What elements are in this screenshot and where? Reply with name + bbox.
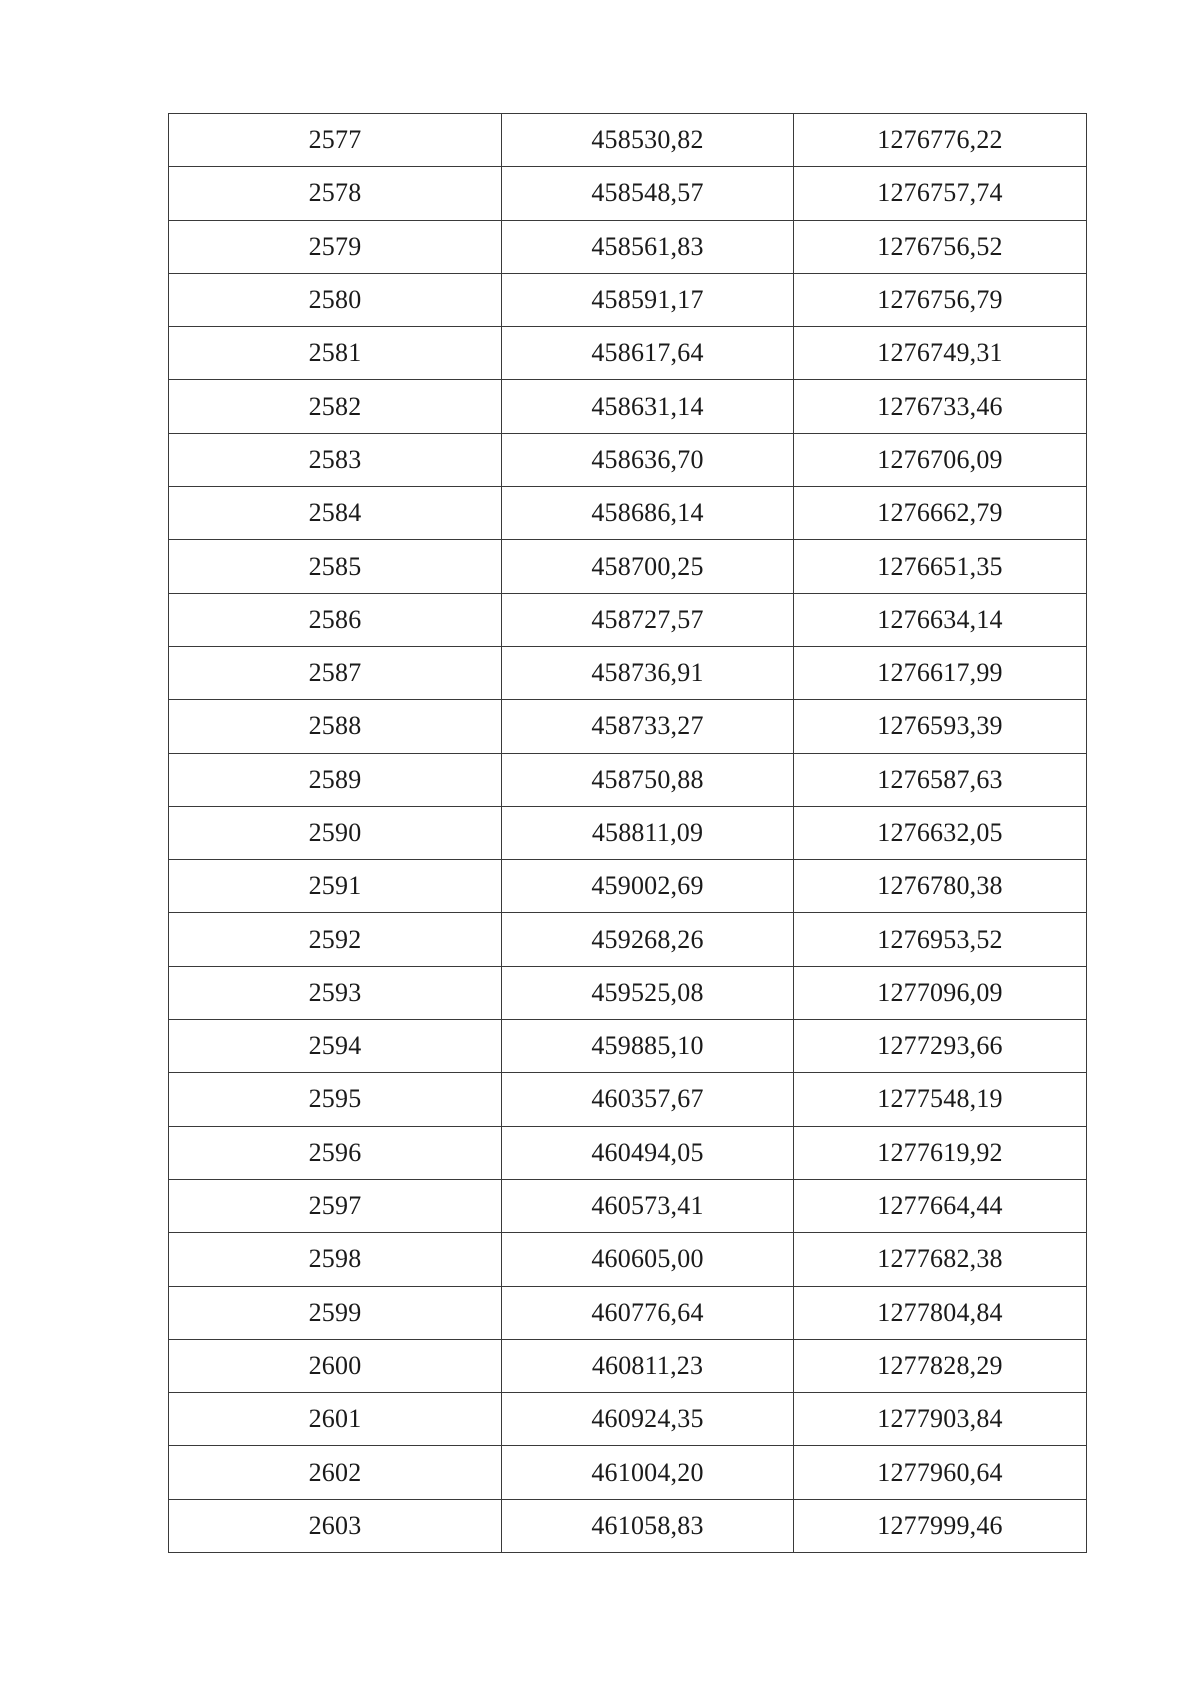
x-coordinate-cell: 458736,91 <box>502 646 794 699</box>
point-number-cell: 2577 <box>169 114 502 167</box>
y-coordinate-cell: 1277096,09 <box>794 966 1087 1019</box>
point-number-cell: 2591 <box>169 860 502 913</box>
table-row <box>169 1339 1087 1392</box>
point-number-cell: 2582 <box>169 380 502 433</box>
table-row <box>169 114 1087 167</box>
x-coordinate-cell: 458686,14 <box>502 487 794 540</box>
y-coordinate-cell: 1276749,31 <box>794 327 1087 380</box>
y-coordinate-cell: 1277828,29 <box>794 1339 1087 1392</box>
y-coordinate-cell: 1277682,38 <box>794 1233 1087 1286</box>
x-coordinate-cell: 458727,57 <box>502 593 794 646</box>
point-number-cell: 2586 <box>169 593 502 646</box>
table-row <box>169 1499 1087 1552</box>
point-number-cell: 2599 <box>169 1286 502 1339</box>
table-row <box>169 1446 1087 1499</box>
table-row <box>169 753 1087 806</box>
y-coordinate-cell: 1276733,46 <box>794 380 1087 433</box>
y-coordinate-cell: 1277804,84 <box>794 1286 1087 1339</box>
point-number-cell: 2598 <box>169 1233 502 1286</box>
x-coordinate-cell: 458811,09 <box>502 806 794 859</box>
table-row <box>169 433 1087 486</box>
table-row <box>169 806 1087 859</box>
y-coordinate-cell: 1276593,39 <box>794 700 1087 753</box>
x-coordinate-cell: 459268,26 <box>502 913 794 966</box>
x-coordinate-cell: 460357,67 <box>502 1073 794 1126</box>
point-number-cell: 2595 <box>169 1073 502 1126</box>
point-number-cell: 2601 <box>169 1393 502 1446</box>
coordinates-table-body <box>169 114 1087 1553</box>
x-coordinate-cell: 458631,14 <box>502 380 794 433</box>
y-coordinate-cell: 1277960,64 <box>794 1446 1087 1499</box>
y-coordinate-cell: 1277664,44 <box>794 1179 1087 1232</box>
point-number-cell: 2588 <box>169 700 502 753</box>
x-coordinate-cell: 458530,82 <box>502 114 794 167</box>
y-coordinate-cell: 1276634,14 <box>794 593 1087 646</box>
x-coordinate-cell: 460776,64 <box>502 1286 794 1339</box>
x-coordinate-cell: 459525,08 <box>502 966 794 1019</box>
point-number-cell: 2580 <box>169 273 502 326</box>
y-coordinate-cell: 1277999,46 <box>794 1499 1087 1552</box>
x-coordinate-cell: 458636,70 <box>502 433 794 486</box>
y-coordinate-cell: 1276617,99 <box>794 646 1087 699</box>
x-coordinate-cell: 460924,35 <box>502 1393 794 1446</box>
table-row <box>169 646 1087 699</box>
y-coordinate-cell: 1276587,63 <box>794 753 1087 806</box>
y-coordinate-cell: 1276651,35 <box>794 540 1087 593</box>
table-row <box>169 327 1087 380</box>
table-row <box>169 593 1087 646</box>
point-number-cell: 2589 <box>169 753 502 806</box>
x-coordinate-cell: 458617,64 <box>502 327 794 380</box>
x-coordinate-cell: 460573,41 <box>502 1179 794 1232</box>
table-row <box>169 860 1087 913</box>
point-number-cell: 2597 <box>169 1179 502 1232</box>
x-coordinate-cell: 461058,83 <box>502 1499 794 1552</box>
point-number-cell: 2581 <box>169 327 502 380</box>
x-coordinate-cell: 459002,69 <box>502 860 794 913</box>
table-row <box>169 273 1087 326</box>
y-coordinate-cell: 1277619,92 <box>794 1126 1087 1179</box>
table-row <box>169 220 1087 273</box>
point-number-cell: 2592 <box>169 913 502 966</box>
table-row <box>169 700 1087 753</box>
table-row <box>169 1179 1087 1232</box>
coordinates-table <box>168 113 1087 1553</box>
y-coordinate-cell: 1276706,09 <box>794 433 1087 486</box>
point-number-cell: 2596 <box>169 1126 502 1179</box>
table-row <box>169 487 1087 540</box>
x-coordinate-cell: 458561,83 <box>502 220 794 273</box>
table-row <box>169 1233 1087 1286</box>
x-coordinate-cell: 461004,20 <box>502 1446 794 1499</box>
y-coordinate-cell: 1276776,22 <box>794 114 1087 167</box>
point-number-cell: 2587 <box>169 646 502 699</box>
point-number-cell: 2584 <box>169 487 502 540</box>
table-row <box>169 540 1087 593</box>
x-coordinate-cell: 459885,10 <box>502 1020 794 1073</box>
point-number-cell: 2603 <box>169 1499 502 1552</box>
y-coordinate-cell: 1277293,66 <box>794 1020 1087 1073</box>
y-coordinate-cell: 1276756,52 <box>794 220 1087 273</box>
table-row <box>169 380 1087 433</box>
point-number-cell: 2583 <box>169 433 502 486</box>
point-number-cell: 2579 <box>169 220 502 273</box>
table-row <box>169 167 1087 220</box>
table-row <box>169 1020 1087 1073</box>
x-coordinate-cell: 458700,25 <box>502 540 794 593</box>
table-row <box>169 1393 1087 1446</box>
table-row <box>169 913 1087 966</box>
table-row <box>169 1126 1087 1179</box>
x-coordinate-cell: 458591,17 <box>502 273 794 326</box>
x-coordinate-cell: 458733,27 <box>502 700 794 753</box>
point-number-cell: 2594 <box>169 1020 502 1073</box>
x-coordinate-cell: 458548,57 <box>502 167 794 220</box>
point-number-cell: 2593 <box>169 966 502 1019</box>
x-coordinate-cell: 460494,05 <box>502 1126 794 1179</box>
y-coordinate-cell: 1277903,84 <box>794 1393 1087 1446</box>
point-number-cell: 2578 <box>169 167 502 220</box>
y-coordinate-cell: 1276757,74 <box>794 167 1087 220</box>
table-row <box>169 1286 1087 1339</box>
table-row <box>169 966 1087 1019</box>
point-number-cell: 2600 <box>169 1339 502 1392</box>
y-coordinate-cell: 1276662,79 <box>794 487 1087 540</box>
y-coordinate-cell: 1276953,52 <box>794 913 1087 966</box>
point-number-cell: 2590 <box>169 806 502 859</box>
point-number-cell: 2585 <box>169 540 502 593</box>
x-coordinate-cell: 460811,23 <box>502 1339 794 1392</box>
y-coordinate-cell: 1276780,38 <box>794 860 1087 913</box>
x-coordinate-cell: 458750,88 <box>502 753 794 806</box>
table-row <box>169 1073 1087 1126</box>
y-coordinate-cell: 1277548,19 <box>794 1073 1087 1126</box>
x-coordinate-cell: 460605,00 <box>502 1233 794 1286</box>
y-coordinate-cell: 1276756,79 <box>794 273 1087 326</box>
y-coordinate-cell: 1276632,05 <box>794 806 1087 859</box>
point-number-cell: 2602 <box>169 1446 502 1499</box>
